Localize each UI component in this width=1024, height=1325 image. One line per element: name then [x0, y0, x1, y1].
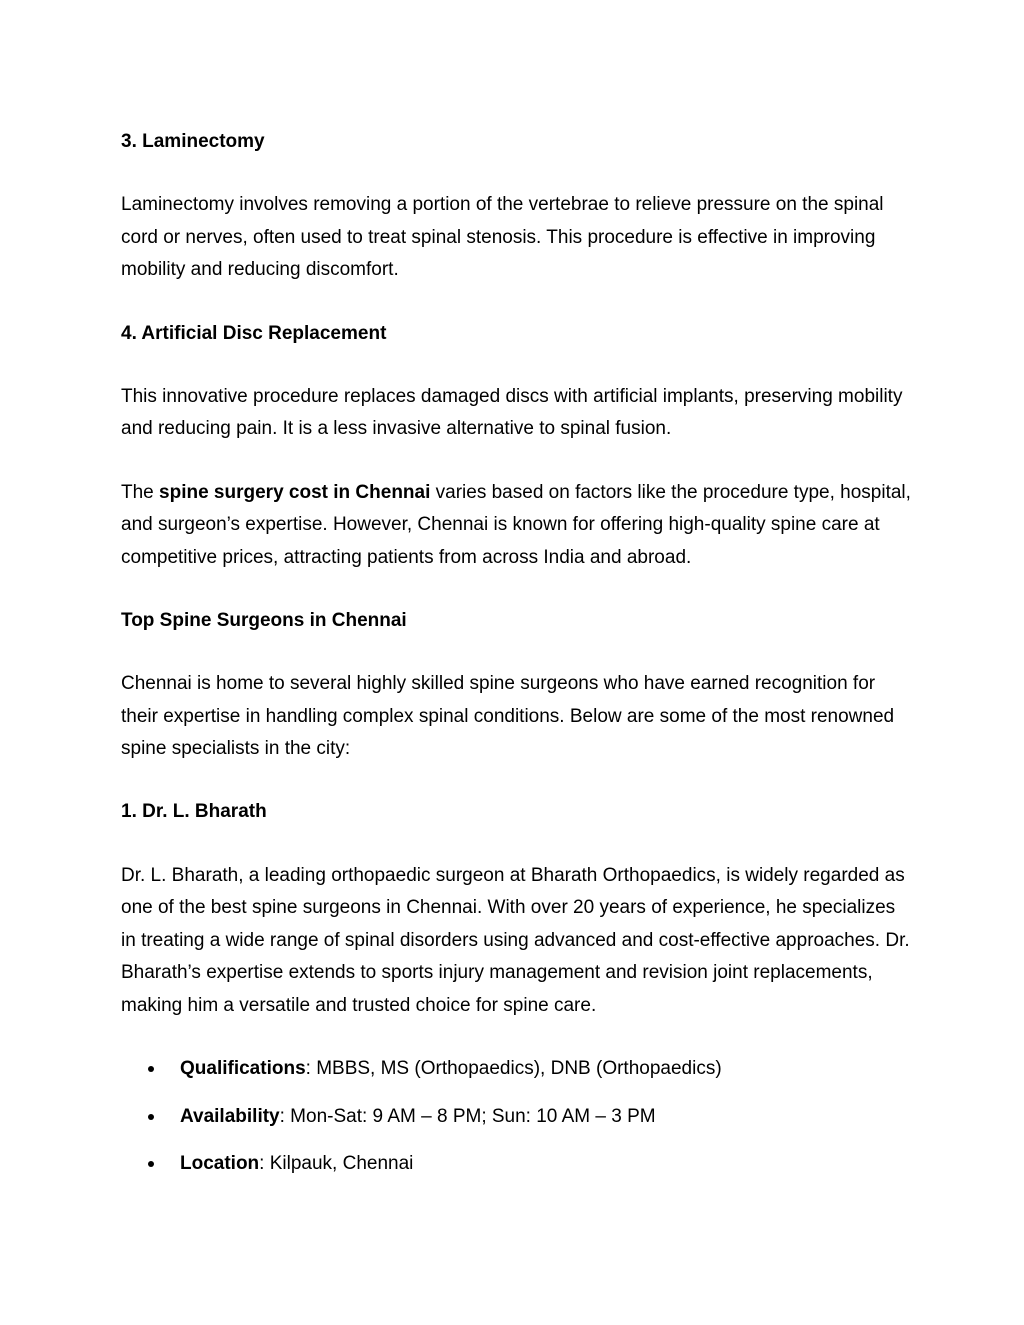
laminectomy-heading: 3. Laminectomy — [121, 131, 265, 152]
cost-keyword: spine surgery cost in Chennai — [159, 481, 431, 503]
surgeon-details-list — [121, 1053, 911, 1181]
cost-prefix: The — [121, 481, 160, 503]
bullet-icon — [148, 1161, 154, 1167]
disc-replacement-paragraph: This innovative procedure replaces damaged discs with artificial implants, preserving mobility and reducing pain. It is a less invasive alternative to spinal fusion. — [121, 385, 903, 440]
surgeon-paragraph: Dr. L. Bharath, a leading orthopaedic surgeon at Bharath Orthopaedics, is widely regarded as one of the best spine surgeons in Chennai. With over 20 years of experience, he specializes in treating a wide range of spinal disorders using advanced and cost-effective approaches. Dr. Bharath’s expertise extends to sports injury management and revision joint replacements, making him a versatile and trusted choice for spine care. — [121, 864, 910, 1017]
document-page — [121, 126, 911, 1196]
detail-label: Qualifications — [180, 1058, 306, 1080]
list-item — [121, 1053, 911, 1086]
detail-value: : Kilpauk, Chennai — [259, 1153, 414, 1175]
detail-label: Location — [180, 1153, 260, 1175]
bullet-icon — [148, 1114, 154, 1120]
list-item — [121, 1101, 911, 1134]
surgeon-heading: 1. Dr. L. Bharath — [121, 801, 267, 823]
cost-suffix: varies based on factors like the procedure type, hospital, and surgeon’s expertise. However, Chennai is known for offering high-quality spine care at competitive prices, attracting patients from across India and abroad. — [121, 481, 911, 568]
list-item — [121, 1148, 911, 1181]
top-surgeons-heading: Top Spine Surgeons in Chennai — [121, 609, 407, 631]
top-surgeons-paragraph: Chennai is home to several highly skilled spine surgeons who have earned recognition for their expertise in handling complex spinal conditions. Below are some of the most renowned spine specialists in the city: — [121, 673, 895, 760]
detail-value: : Mon-Sat: 9 AM – 8 PM; Sun: 10 AM – 3 PM — [279, 1105, 656, 1127]
disc-replacement-heading: 4. Artificial Disc Replacement — [121, 322, 387, 344]
cost-paragraph — [121, 477, 911, 575]
detail-label: Availability — [180, 1105, 280, 1127]
detail-value: : MBBS, MS (Orthopaedics), DNB (Orthopaedics) — [305, 1058, 722, 1080]
bullet-icon — [148, 1066, 154, 1072]
laminectomy-paragraph: Laminectomy involves removing a portion of the vertebrae to relieve pressure on the spinal cord or nerves, often used to treat spinal stenosis. This procedure is effective in improving mobility and reducing discomfort. — [121, 194, 884, 281]
